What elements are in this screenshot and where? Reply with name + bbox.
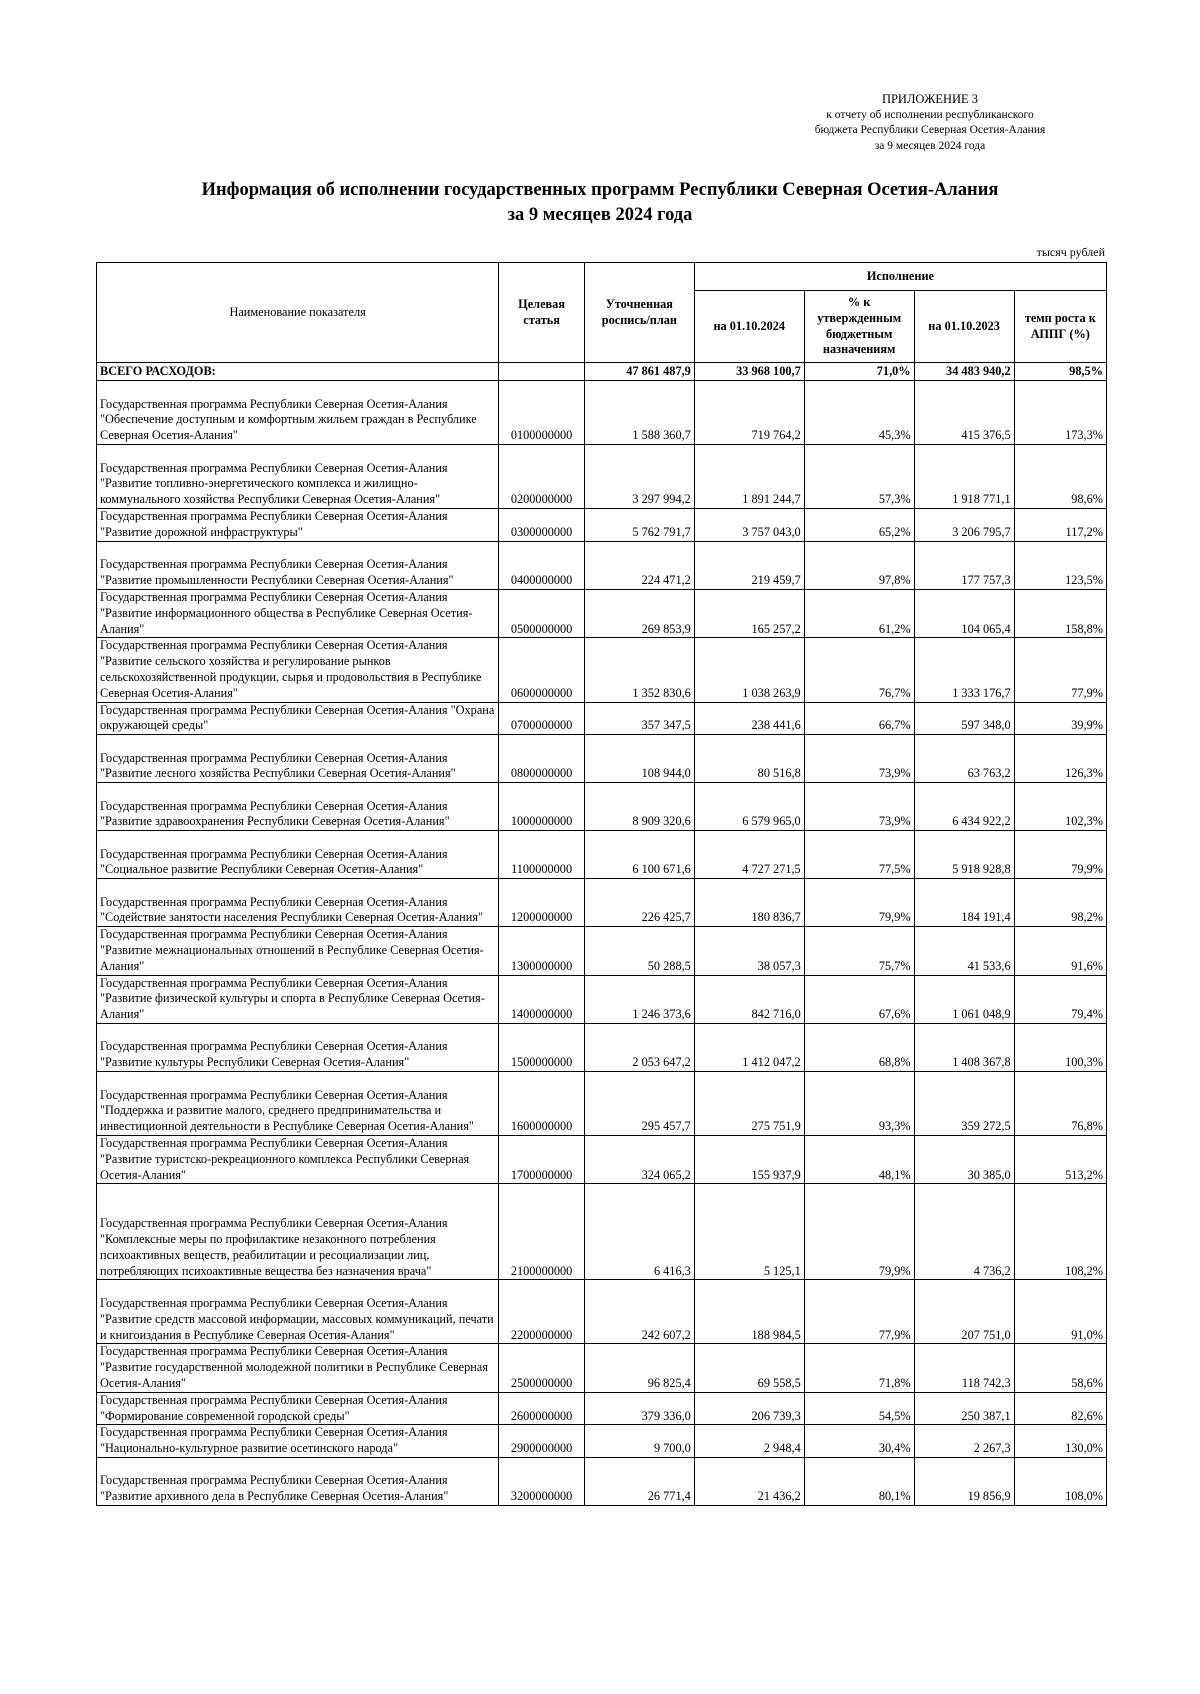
growth-rate-cell: 117,2% bbox=[1014, 509, 1106, 542]
percent-cell: 66,7% bbox=[804, 702, 914, 735]
table-row bbox=[97, 509, 1107, 542]
table-row bbox=[97, 1184, 1107, 1280]
percent-cell: 80,1% bbox=[804, 1457, 914, 1505]
plan-cell: 324 065,2 bbox=[584, 1135, 694, 1183]
program-name-cell: Государственная программа Республики Северная Осетия-Алания "Развитие информационного общества в Республике Северная Осетия-Алания" bbox=[97, 590, 499, 638]
plan-cell: 6 100 671,6 bbox=[584, 831, 694, 879]
executed-current-cell: 3 757 043,0 bbox=[694, 509, 804, 542]
target-code-cell: 1700000000 bbox=[499, 1135, 585, 1183]
percent-cell: 30,4% bbox=[804, 1425, 914, 1458]
growth-rate-cell: 58,6% bbox=[1014, 1344, 1106, 1392]
appendix-note bbox=[760, 92, 1100, 154]
percent-cell: 71,8% bbox=[804, 1344, 914, 1392]
growth-rate-cell: 91,6% bbox=[1014, 927, 1106, 975]
executed-current-cell: 5 125,1 bbox=[694, 1184, 804, 1280]
appendix-line: к отчету об исполнении республиканского bbox=[826, 108, 1034, 121]
total-previous: 34 483 940,2 bbox=[914, 363, 1014, 381]
table-row bbox=[97, 735, 1107, 783]
program-name-cell: Государственная программа Республики Северная Осетия-Алания "Развитие здравоохранения Республики Северная Осетия-Алания" bbox=[97, 783, 499, 831]
executed-previous-cell: 1 061 048,9 bbox=[914, 975, 1014, 1023]
header-name: Наименование показателя bbox=[97, 263, 499, 363]
growth-rate-cell: 98,2% bbox=[1014, 879, 1106, 927]
header-previous: на 01.10.2023 bbox=[914, 291, 1014, 363]
header-growth: темп роста к АППГ (%) bbox=[1014, 291, 1106, 363]
table-row bbox=[97, 1023, 1107, 1071]
table-row bbox=[97, 590, 1107, 638]
program-name-cell: Государственная программа Республики Северная Осетия-Алания "Развитие топливно-энергетического комплекса и жилищно-коммунального хозяйства Республики Северная Осетия-Алания" bbox=[97, 445, 499, 509]
total-code bbox=[499, 363, 585, 381]
program-name-cell: Государственная программа Республики Северная Осетия-Алания "Развитие промышленности Республики Северная Осетия-Алания" bbox=[97, 542, 499, 590]
growth-rate-cell: 76,8% bbox=[1014, 1071, 1106, 1135]
program-name-cell: Государственная программа Республики Северная Осетия-Алания "Развитие культуры Республики Северная Осетия-Алания" bbox=[97, 1023, 499, 1071]
growth-rate-cell: 91,0% bbox=[1014, 1280, 1106, 1344]
percent-cell: 93,3% bbox=[804, 1071, 914, 1135]
executed-current-cell: 180 836,7 bbox=[694, 879, 804, 927]
growth-rate-cell: 108,0% bbox=[1014, 1457, 1106, 1505]
target-code-cell: 0300000000 bbox=[499, 509, 585, 542]
document-title-line: Информация об исполнении государственных программ Республики Северная Осетия-Алания bbox=[201, 180, 999, 200]
executed-previous-cell: 118 742,3 bbox=[914, 1344, 1014, 1392]
header-plan: Уточненная роспись/план bbox=[584, 263, 694, 363]
executed-previous-cell: 415 376,5 bbox=[914, 381, 1014, 445]
program-name-cell: Государственная программа Республики Северная Осетия-Алания "Социальное развитие Республики Северная Осетия-Алания" bbox=[97, 831, 499, 879]
program-name-cell: Государственная программа Республики Северная Осетия-Алания "Развитие государственной молодежной политики в Республике Северная Осетия-Алания" bbox=[97, 1344, 499, 1392]
program-name-cell: Государственная программа Республики Северная Осетия-Алания "Развитие средств массовой информации, массовых коммуникаций, печати и книгоиздания в Республике Северная Осетия-Алания" bbox=[97, 1280, 499, 1344]
programs-table bbox=[96, 262, 1107, 1506]
document-title bbox=[100, 178, 1100, 228]
plan-cell: 1 588 360,7 bbox=[584, 381, 694, 445]
total-label: ВСЕГО РАСХОДОВ: bbox=[97, 363, 499, 381]
total-current: 33 968 100,7 bbox=[694, 363, 804, 381]
table-row bbox=[97, 1344, 1107, 1392]
executed-current-cell: 1 038 263,9 bbox=[694, 638, 804, 702]
program-name-cell: Государственная программа Республики Северная Осетия-Алания "Развитие архивного дела в Республике Северная Осетия-Алания" bbox=[97, 1457, 499, 1505]
plan-cell: 3 297 994,2 bbox=[584, 445, 694, 509]
growth-rate-cell: 513,2% bbox=[1014, 1135, 1106, 1183]
percent-cell: 67,6% bbox=[804, 975, 914, 1023]
executed-previous-cell: 359 272,5 bbox=[914, 1071, 1014, 1135]
executed-previous-cell: 1 408 367,8 bbox=[914, 1023, 1014, 1071]
executed-current-cell: 2 948,4 bbox=[694, 1425, 804, 1458]
plan-cell: 379 336,0 bbox=[584, 1392, 694, 1425]
target-code-cell: 2600000000 bbox=[499, 1392, 585, 1425]
program-name-cell: Государственная программа Республики Северная Осетия-Алания "Поддержка и развитие малого, среднего предпринимательства и инвестиционной деятельности в Республике Северная Осетия-Алания" bbox=[97, 1071, 499, 1135]
executed-previous-cell: 41 533,6 bbox=[914, 927, 1014, 975]
target-code-cell: 2900000000 bbox=[499, 1425, 585, 1458]
executed-previous-cell: 207 751,0 bbox=[914, 1280, 1014, 1344]
plan-cell: 1 246 373,6 bbox=[584, 975, 694, 1023]
table-row bbox=[97, 1425, 1107, 1458]
executed-current-cell: 842 716,0 bbox=[694, 975, 804, 1023]
executed-current-cell: 155 937,9 bbox=[694, 1135, 804, 1183]
executed-previous-cell: 30 385,0 bbox=[914, 1135, 1014, 1183]
executed-previous-cell: 184 191,4 bbox=[914, 879, 1014, 927]
target-code-cell: 0800000000 bbox=[499, 735, 585, 783]
executed-previous-cell: 6 434 922,2 bbox=[914, 783, 1014, 831]
header-code: Целевая статья bbox=[499, 263, 585, 363]
table-row bbox=[97, 783, 1107, 831]
growth-rate-cell: 130,0% bbox=[1014, 1425, 1106, 1458]
table-row bbox=[97, 1280, 1107, 1344]
program-name-cell: Государственная программа Республики Северная Осетия-Алания "Развитие межнациональных отношений в Республике Северная Осетия-Алания" bbox=[97, 927, 499, 975]
executed-current-cell: 1 891 244,7 bbox=[694, 445, 804, 509]
percent-cell: 48,1% bbox=[804, 1135, 914, 1183]
header-current: на 01.10.2024 bbox=[694, 291, 804, 363]
plan-cell: 224 471,2 bbox=[584, 542, 694, 590]
growth-rate-cell: 100,3% bbox=[1014, 1023, 1106, 1071]
executed-previous-cell: 250 387,1 bbox=[914, 1392, 1014, 1425]
growth-rate-cell: 77,9% bbox=[1014, 638, 1106, 702]
program-name-cell: Государственная программа Республики Северная Осетия-Алания "Развитие физической культуры и спорта в Республике Северная Осетия-Алания" bbox=[97, 975, 499, 1023]
executed-previous-cell: 104 065,4 bbox=[914, 590, 1014, 638]
executed-previous-cell: 5 918 928,8 bbox=[914, 831, 1014, 879]
percent-cell: 79,9% bbox=[804, 879, 914, 927]
target-code-cell: 0400000000 bbox=[499, 542, 585, 590]
executed-previous-cell: 2 267,3 bbox=[914, 1425, 1014, 1458]
growth-rate-cell: 126,3% bbox=[1014, 735, 1106, 783]
target-code-cell: 0500000000 bbox=[499, 590, 585, 638]
table-row bbox=[97, 445, 1107, 509]
percent-cell: 61,2% bbox=[804, 590, 914, 638]
growth-rate-cell: 102,3% bbox=[1014, 783, 1106, 831]
plan-cell: 50 288,5 bbox=[584, 927, 694, 975]
target-code-cell: 2200000000 bbox=[499, 1280, 585, 1344]
table-row bbox=[97, 381, 1107, 445]
program-name-cell: Государственная программа Республики Северная Осетия-Алания "Развитие лесного хозяйства Республики Северная Осетия-Алания" bbox=[97, 735, 499, 783]
executed-current-cell: 206 739,3 bbox=[694, 1392, 804, 1425]
plan-cell: 6 416,3 bbox=[584, 1184, 694, 1280]
percent-cell: 68,8% bbox=[804, 1023, 914, 1071]
executed-previous-cell: 4 736,2 bbox=[914, 1184, 1014, 1280]
plan-cell: 226 425,7 bbox=[584, 879, 694, 927]
target-code-cell: 1400000000 bbox=[499, 975, 585, 1023]
target-code-cell: 1100000000 bbox=[499, 831, 585, 879]
plan-cell: 26 771,4 bbox=[584, 1457, 694, 1505]
growth-rate-cell: 39,9% bbox=[1014, 702, 1106, 735]
program-name-cell: Государственная программа Республики Северная Осетия-Алания "Содействие занятости населения Республики Северная Осетия-Алания" bbox=[97, 879, 499, 927]
table-row bbox=[97, 975, 1107, 1023]
plan-cell: 242 607,2 bbox=[584, 1280, 694, 1344]
program-name-cell: Государственная программа Республики Северная Осетия-Алания "Комплексные меры по профилактике незаконного потребления психоактивных веществ, реабилитации и ресоциализации лиц, потребляющих психоактивные вещества без назначения врача" bbox=[97, 1184, 499, 1280]
executed-current-cell: 4 727 271,5 bbox=[694, 831, 804, 879]
percent-cell: 77,5% bbox=[804, 831, 914, 879]
executed-current-cell: 1 412 047,2 bbox=[694, 1023, 804, 1071]
growth-rate-cell: 98,6% bbox=[1014, 445, 1106, 509]
target-code-cell: 1000000000 bbox=[499, 783, 585, 831]
percent-cell: 79,9% bbox=[804, 1184, 914, 1280]
percent-cell: 73,9% bbox=[804, 783, 914, 831]
plan-cell: 2 053 647,2 bbox=[584, 1023, 694, 1071]
target-code-cell: 0100000000 bbox=[499, 381, 585, 445]
table-row bbox=[97, 1135, 1107, 1183]
target-code-cell: 0200000000 bbox=[499, 445, 585, 509]
program-name-cell: Государственная программа Республики Северная Осетия-Алания "Национально-культурное развитие осетинского народа" bbox=[97, 1425, 499, 1458]
executed-previous-cell: 1 918 771,1 bbox=[914, 445, 1014, 509]
table-row bbox=[97, 702, 1107, 735]
target-code-cell: 2100000000 bbox=[499, 1184, 585, 1280]
target-code-cell: 0600000000 bbox=[499, 638, 585, 702]
program-name-cell: Государственная программа Республики Северная Осетия-Алания "Развитие дорожной инфраструктуры" bbox=[97, 509, 499, 542]
growth-rate-cell: 82,6% bbox=[1014, 1392, 1106, 1425]
target-code-cell: 2500000000 bbox=[499, 1344, 585, 1392]
executed-current-cell: 238 441,6 bbox=[694, 702, 804, 735]
table-row bbox=[97, 1392, 1107, 1425]
percent-cell: 97,8% bbox=[804, 542, 914, 590]
header-execution: Исполнение bbox=[694, 263, 1106, 291]
growth-rate-cell: 108,2% bbox=[1014, 1184, 1106, 1280]
executed-current-cell: 719 764,2 bbox=[694, 381, 804, 445]
executed-current-cell: 275 751,9 bbox=[694, 1071, 804, 1135]
executed-previous-cell: 19 856,9 bbox=[914, 1457, 1014, 1505]
executed-current-cell: 165 257,2 bbox=[694, 590, 804, 638]
executed-previous-cell: 177 757,3 bbox=[914, 542, 1014, 590]
executed-current-cell: 219 459,7 bbox=[694, 542, 804, 590]
header-percent: % к утвержденным бюджетным назначениям bbox=[804, 291, 914, 363]
table-row bbox=[97, 831, 1107, 879]
percent-cell: 45,3% bbox=[804, 381, 914, 445]
growth-rate-cell: 79,4% bbox=[1014, 975, 1106, 1023]
appendix-line: бюджета Республики Северная Осетия-Алания bbox=[814, 124, 1046, 136]
program-name-cell: Государственная программа Республики Северная Осетия-Алания "Формирование современной городской среды" bbox=[97, 1392, 499, 1425]
executed-current-cell: 38 057,3 bbox=[694, 927, 804, 975]
document-title-line: за 9 месяцев 2024 года bbox=[507, 205, 693, 225]
table-row bbox=[97, 927, 1107, 975]
percent-cell: 65,2% bbox=[804, 509, 914, 542]
executed-current-cell: 188 984,5 bbox=[694, 1280, 804, 1344]
executed-previous-cell: 597 348,0 bbox=[914, 702, 1014, 735]
appendix-title: ПРИЛОЖЕНИЕ 3 bbox=[881, 92, 979, 106]
program-name-cell: Государственная программа Республики Северная Осетия-Алания "Охрана окружающей среды" bbox=[97, 702, 499, 735]
table-row bbox=[97, 879, 1107, 927]
plan-cell: 357 347,5 bbox=[584, 702, 694, 735]
target-code-cell: 1600000000 bbox=[499, 1071, 585, 1135]
plan-cell: 96 825,4 bbox=[584, 1344, 694, 1392]
growth-rate-cell: 79,9% bbox=[1014, 831, 1106, 879]
executed-current-cell: 6 579 965,0 bbox=[694, 783, 804, 831]
percent-cell: 54,5% bbox=[804, 1392, 914, 1425]
units-label: тысяч рублей bbox=[1036, 245, 1105, 259]
program-name-cell: Государственная программа Республики Северная Осетия-Алания "Развитие сельского хозяйства и регулирование рынков сельскохозяйственной продукции, сырья и продовольствия в Республике Северная Осетия-Алания" bbox=[97, 638, 499, 702]
plan-cell: 5 762 791,7 bbox=[584, 509, 694, 542]
table-row bbox=[97, 638, 1107, 702]
appendix-line: за 9 месяцев 2024 года bbox=[874, 139, 986, 152]
plan-cell: 108 944,0 bbox=[584, 735, 694, 783]
total-row bbox=[97, 363, 1107, 381]
growth-rate-cell: 158,8% bbox=[1014, 590, 1106, 638]
plan-cell: 269 853,9 bbox=[584, 590, 694, 638]
table-row bbox=[97, 542, 1107, 590]
percent-cell: 75,7% bbox=[804, 927, 914, 975]
total-growth: 98,5% bbox=[1014, 363, 1106, 381]
target-code-cell: 0700000000 bbox=[499, 702, 585, 735]
percent-cell: 77,9% bbox=[804, 1280, 914, 1344]
executed-previous-cell: 63 763,2 bbox=[914, 735, 1014, 783]
executed-previous-cell: 1 333 176,7 bbox=[914, 638, 1014, 702]
percent-cell: 73,9% bbox=[804, 735, 914, 783]
executed-current-cell: 69 558,5 bbox=[694, 1344, 804, 1392]
table-row bbox=[97, 1457, 1107, 1505]
program-name-cell: Государственная программа Республики Северная Осетия-Алания "Развитие туристско-рекреационного комплекса Республики Северная Осетия-Алания" bbox=[97, 1135, 499, 1183]
target-code-cell: 1500000000 bbox=[499, 1023, 585, 1071]
growth-rate-cell: 173,3% bbox=[1014, 381, 1106, 445]
executed-current-cell: 21 436,2 bbox=[694, 1457, 804, 1505]
executed-current-cell: 80 516,8 bbox=[694, 735, 804, 783]
table-row bbox=[97, 1071, 1107, 1135]
growth-rate-cell: 123,5% bbox=[1014, 542, 1106, 590]
plan-cell: 8 909 320,6 bbox=[584, 783, 694, 831]
percent-cell: 57,3% bbox=[804, 445, 914, 509]
target-code-cell: 3200000000 bbox=[499, 1457, 585, 1505]
target-code-cell: 1300000000 bbox=[499, 927, 585, 975]
total-plan: 47 861 487,9 bbox=[584, 363, 694, 381]
plan-cell: 295 457,7 bbox=[584, 1071, 694, 1135]
total-percent: 71,0% bbox=[804, 363, 914, 381]
target-code-cell: 1200000000 bbox=[499, 879, 585, 927]
plan-cell: 9 700,0 bbox=[584, 1425, 694, 1458]
percent-cell: 76,7% bbox=[804, 638, 914, 702]
plan-cell: 1 352 830,6 bbox=[584, 638, 694, 702]
executed-previous-cell: 3 206 795,7 bbox=[914, 509, 1014, 542]
program-name-cell: Государственная программа Республики Северная Осетия-Алания "Обеспечение доступным и комфортным жильем граждан в Республике Северная Осетия-Алания" bbox=[97, 381, 499, 445]
